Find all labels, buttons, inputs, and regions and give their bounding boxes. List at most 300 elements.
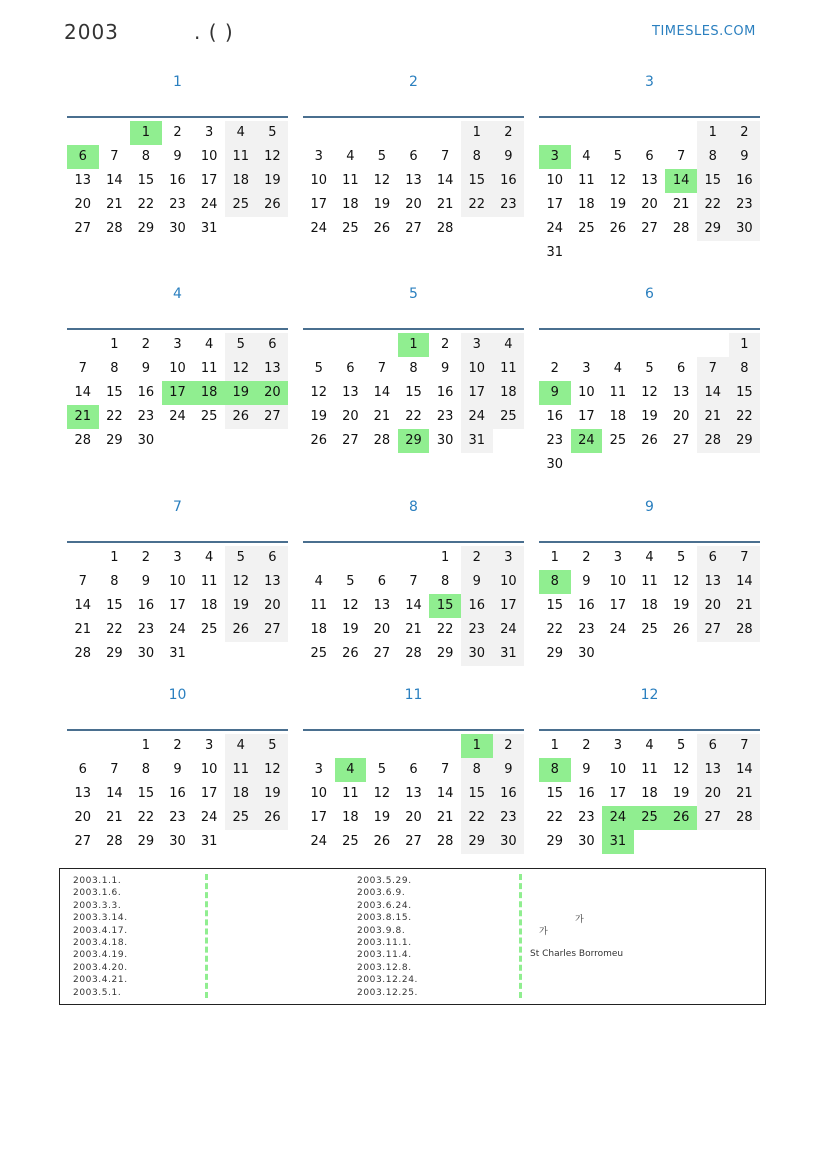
day-cell: 9	[582, 574, 591, 589]
day-cell: 2	[550, 361, 559, 376]
day-cell: 13	[257, 570, 289, 594]
day-cell: 4	[225, 121, 257, 145]
day-cell: 18	[609, 409, 627, 424]
day-cell: 24	[310, 221, 328, 236]
holiday-day-cell: 20	[257, 381, 289, 405]
day-cell: 2	[461, 546, 493, 570]
day-cell: 9	[173, 762, 182, 777]
day-cell: 12	[609, 173, 627, 188]
day-cell: 17	[609, 786, 627, 801]
day-cell: 12	[373, 786, 391, 801]
day-cell: 8	[141, 762, 151, 777]
day-cell: 10	[200, 762, 218, 777]
legend-divider-2	[519, 874, 525, 998]
day-cell: 3	[173, 337, 182, 352]
day-cell: 11	[310, 598, 328, 613]
day-cell: 26	[641, 433, 658, 448]
day-cell: 19	[342, 622, 359, 637]
month-title: 4	[173, 286, 182, 302]
day-cell: 9	[141, 574, 151, 589]
day-cell: 10	[310, 173, 328, 188]
day-cell: 13	[641, 173, 658, 188]
day-cell: 1	[110, 337, 119, 352]
day-cell: 22	[546, 810, 564, 825]
day-cell: 6	[78, 762, 87, 777]
day-cell: 28	[436, 834, 454, 849]
day-cell: 30	[578, 834, 595, 849]
day-cell: 29	[106, 433, 123, 448]
day-cell: 31	[493, 642, 525, 666]
day-cell: 5	[677, 738, 686, 753]
day-cell: 27	[641, 221, 658, 236]
day-cell: 15	[137, 173, 155, 188]
legend-note-3: St Charles Borromeu	[530, 949, 624, 959]
day-cell: 25	[200, 622, 218, 637]
month-grid	[67, 729, 288, 849]
day-cell: 6	[677, 361, 686, 376]
legend-date: 2003.4.21.	[73, 975, 128, 986]
day-cell: 20	[405, 197, 422, 212]
day-cell: 3	[613, 738, 623, 753]
day-cell: 18	[225, 169, 257, 193]
day-cell: 12	[672, 574, 690, 589]
day-cell: 17	[546, 197, 564, 212]
day-cell: 18	[310, 622, 328, 637]
day-cell: 21	[436, 197, 454, 212]
day-cell: 4	[205, 550, 214, 565]
day-cell: 14	[106, 786, 123, 801]
day-cell: 7	[729, 546, 761, 570]
day-cell: 21	[106, 810, 123, 825]
month-grid	[539, 116, 760, 260]
day-cell: 5	[257, 121, 289, 145]
site-logo[interactable]: TIMESLES.COM	[652, 24, 756, 39]
day-cell: 10	[578, 385, 595, 400]
day-cell: 3	[205, 738, 214, 753]
holiday-day-cell: 25	[634, 806, 666, 830]
day-cell: 13	[373, 598, 391, 613]
holiday-legend	[59, 868, 766, 1005]
day-cell: 6	[645, 149, 654, 164]
day-cell: 25	[609, 433, 627, 448]
holiday-day-cell: 1	[130, 121, 162, 145]
month-grid	[539, 541, 760, 661]
day-cell: 16	[493, 782, 525, 806]
day-cell: 22	[436, 622, 454, 637]
day-cell: 4	[582, 149, 591, 164]
legend-date: 2003.12.25.	[357, 987, 418, 998]
day-cell: 3	[461, 333, 493, 357]
day-cell: 1	[550, 738, 559, 753]
day-cell: 20	[74, 197, 92, 212]
legend-note-1: 가	[575, 915, 584, 925]
day-cell: 14	[436, 173, 454, 188]
day-cell: 19	[257, 169, 289, 193]
day-cell: 18	[641, 786, 658, 801]
day-cell: 12	[257, 145, 289, 169]
day-cell: 30	[137, 433, 155, 448]
day-cell: 19	[257, 782, 289, 806]
day-cell: 26	[257, 193, 289, 217]
day-cell: 15	[106, 385, 123, 400]
day-cell: 14	[729, 758, 761, 782]
day-cell: 10	[546, 173, 564, 188]
day-cell: 11	[578, 173, 595, 188]
legend-column-1	[73, 875, 128, 999]
day-cell: 5	[645, 361, 654, 376]
day-cell: 14	[405, 598, 422, 613]
day-cell: 27	[697, 806, 729, 830]
day-cell: 26	[310, 433, 328, 448]
holiday-day-cell: 1	[461, 734, 493, 758]
day-cell: 27	[74, 221, 92, 236]
day-cell: 26	[672, 622, 690, 637]
day-cell: 13	[257, 357, 289, 381]
day-cell: 12	[310, 385, 328, 400]
day-cell: 21	[729, 782, 761, 806]
day-cell: 28	[405, 646, 422, 661]
day-cell: 24	[169, 409, 186, 424]
day-cell: 19	[609, 197, 627, 212]
day-cell: 11	[225, 758, 257, 782]
holiday-day-cell: 18	[193, 381, 225, 405]
day-cell: 7	[441, 149, 450, 164]
day-cell: 25	[641, 622, 658, 637]
legend-date: 2003.4.19.	[73, 950, 128, 961]
day-cell: 8	[441, 574, 450, 589]
day-cell: 3	[173, 550, 182, 565]
month-title: 11	[404, 687, 423, 703]
day-cell: 9	[441, 361, 450, 376]
day-cell: 29	[729, 429, 761, 453]
legend-note-2: 가	[539, 927, 548, 937]
day-cell: 15	[461, 169, 493, 193]
day-cell: 17	[200, 786, 218, 801]
day-cell: 13	[672, 385, 690, 400]
legend-column-2	[357, 875, 418, 999]
day-cell: 14	[74, 598, 92, 613]
legend-date: 2003.4.20.	[73, 962, 128, 973]
day-cell: 6	[697, 734, 729, 758]
day-cell: 2	[441, 337, 450, 352]
day-cell: 10	[493, 570, 525, 594]
day-cell: 29	[106, 646, 123, 661]
day-cell: 12	[373, 173, 391, 188]
day-cell: 7	[78, 361, 87, 376]
day-cell: 23	[729, 193, 761, 217]
day-cell: 25	[225, 193, 257, 217]
day-cell: 8	[409, 361, 418, 376]
day-cell: 2	[141, 550, 151, 565]
day-cell: 7	[441, 762, 450, 777]
day-cell: 17	[461, 381, 493, 405]
day-cell: 9	[173, 149, 182, 164]
day-cell: 16	[578, 598, 595, 613]
legend-date: 2003.11.1.	[357, 938, 412, 949]
day-cell: 25	[200, 409, 218, 424]
day-cell: 17	[310, 197, 328, 212]
day-cell: 19	[310, 409, 328, 424]
day-cell: 22	[461, 193, 493, 217]
day-cell: 3	[613, 550, 623, 565]
day-cell: 9	[493, 758, 525, 782]
day-cell: 29	[461, 830, 493, 854]
day-cell: 7	[110, 762, 119, 777]
day-cell: 19	[373, 197, 391, 212]
day-cell: 23	[137, 622, 155, 637]
day-cell: 5	[314, 361, 323, 376]
day-cell: 23	[169, 810, 186, 825]
day-cell: 7	[78, 574, 87, 589]
day-cell: 3	[314, 149, 323, 164]
day-cell: 22	[106, 409, 123, 424]
holiday-day-cell: 26	[665, 806, 697, 830]
day-cell: 28	[106, 221, 123, 236]
day-cell: 16	[461, 594, 493, 618]
holiday-day-cell: 21	[67, 405, 99, 429]
day-cell: 16	[436, 385, 454, 400]
day-cell: 27	[672, 433, 690, 448]
day-cell: 30	[546, 457, 564, 472]
day-cell: 16	[729, 169, 761, 193]
day-cell: 6	[697, 546, 729, 570]
day-cell: 23	[436, 409, 454, 424]
day-cell: 1	[697, 121, 729, 145]
day-cell: 12	[672, 762, 690, 777]
day-cell: 20	[697, 594, 729, 618]
legend-date: 2003.1.6.	[73, 888, 122, 899]
day-cell: 27	[257, 405, 289, 429]
day-cell: 2	[173, 125, 182, 140]
day-cell: 29	[697, 217, 729, 241]
day-cell: 2	[141, 337, 151, 352]
day-cell: 6	[409, 149, 418, 164]
day-cell: 30	[493, 830, 525, 854]
day-cell: 28	[697, 429, 729, 453]
day-cell: 10	[609, 762, 627, 777]
day-cell: 5	[225, 333, 257, 357]
day-cell: 25	[342, 221, 359, 236]
day-cell: 17	[578, 409, 595, 424]
day-cell: 22	[546, 622, 564, 637]
day-cell: 23	[137, 409, 155, 424]
legend-date: 2003.6.24.	[357, 900, 412, 911]
month-title: 10	[168, 687, 187, 703]
day-cell: 9	[582, 762, 591, 777]
day-cell: 17	[169, 598, 186, 613]
day-cell: 7	[110, 149, 119, 164]
month-title: 5	[409, 286, 418, 302]
day-cell: 10	[609, 574, 627, 589]
day-cell: 15	[106, 598, 123, 613]
day-cell: 21	[106, 197, 123, 212]
day-cell: 28	[106, 834, 123, 849]
legend-date: 2003.4.17.	[73, 925, 128, 936]
day-cell: 7	[697, 357, 729, 381]
day-cell: 3	[582, 361, 591, 376]
day-cell: 31	[200, 834, 218, 849]
day-cell: 30	[169, 834, 186, 849]
day-cell: 24	[200, 810, 218, 825]
day-cell: 17	[493, 594, 525, 618]
day-cell: 19	[641, 409, 658, 424]
day-cell: 23	[461, 618, 493, 642]
day-cell: 11	[225, 145, 257, 169]
day-cell: 4	[645, 550, 654, 565]
month-title: 7	[173, 499, 182, 515]
day-cell: 20	[74, 810, 92, 825]
month-title: 8	[409, 499, 418, 515]
day-cell: 26	[609, 221, 627, 236]
day-cell: 24	[493, 618, 525, 642]
holiday-day-cell: 15	[429, 594, 461, 618]
day-cell: 2	[173, 738, 182, 753]
day-cell: 26	[373, 221, 391, 236]
day-cell: 22	[106, 622, 123, 637]
day-cell: 18	[578, 197, 595, 212]
holiday-day-cell: 3	[539, 145, 571, 169]
day-cell: 21	[74, 622, 92, 637]
month-grid	[67, 541, 288, 661]
day-cell: 11	[200, 574, 218, 589]
day-cell: 16	[137, 385, 155, 400]
day-cell: 16	[578, 786, 595, 801]
day-cell: 17	[200, 173, 218, 188]
day-cell: 10	[461, 357, 493, 381]
day-cell: 10	[200, 149, 218, 164]
legend-date: 2003.5.29.	[357, 876, 412, 886]
day-cell: 25	[342, 834, 359, 849]
day-cell: 15	[697, 169, 729, 193]
day-cell: 6	[377, 574, 387, 589]
holiday-day-cell: 8	[539, 758, 571, 782]
day-cell: 11	[609, 385, 627, 400]
day-cell: 13	[697, 758, 729, 782]
day-cell: 20	[342, 409, 359, 424]
month-grid	[539, 328, 760, 472]
day-cell: 11	[342, 173, 359, 188]
day-cell: 18	[225, 782, 257, 806]
day-cell: 12	[342, 598, 359, 613]
day-cell: 24	[310, 834, 328, 849]
day-cell: 14	[373, 385, 391, 400]
day-cell: 11	[641, 574, 658, 589]
day-cell: 13	[697, 570, 729, 594]
month-grid	[67, 328, 288, 448]
day-cell: 6	[409, 762, 418, 777]
day-cell: 8	[697, 145, 729, 169]
day-cell: 3	[314, 762, 323, 777]
legend-date: 2003.9.8.	[357, 925, 406, 936]
day-cell: 28	[729, 618, 761, 642]
day-cell: 24	[461, 405, 493, 429]
legend-date: 2003.6.9.	[357, 888, 406, 899]
day-cell: 9	[729, 145, 761, 169]
day-cell: 2	[493, 734, 525, 758]
day-cell: 19	[373, 810, 391, 825]
day-cell: 22	[729, 405, 761, 429]
day-cell: 31	[546, 245, 564, 260]
day-cell: 2	[729, 121, 761, 145]
day-cell: 29	[137, 834, 155, 849]
day-cell: 7	[729, 734, 761, 758]
day-cell: 30	[436, 433, 454, 448]
day-cell: 27	[74, 834, 92, 849]
holiday-day-cell: 9	[539, 381, 571, 405]
day-cell: 16	[137, 598, 155, 613]
day-cell: 18	[641, 598, 658, 613]
day-cell: 5	[377, 149, 387, 164]
day-cell: 22	[697, 193, 729, 217]
day-cell: 8	[110, 574, 119, 589]
day-cell: 13	[74, 173, 92, 188]
day-cell: 20	[405, 810, 422, 825]
month-title: 1	[173, 74, 182, 90]
day-cell: 23	[493, 193, 525, 217]
day-cell: 8	[461, 758, 493, 782]
day-cell: 16	[169, 786, 186, 801]
day-cell: 20	[641, 197, 658, 212]
day-cell: 8	[461, 145, 493, 169]
day-cell: 26	[257, 806, 289, 830]
day-cell: 7	[677, 149, 686, 164]
day-cell: 16	[546, 409, 564, 424]
day-cell: 21	[697, 405, 729, 429]
day-cell: 24	[609, 622, 627, 637]
day-cell: 9	[461, 570, 493, 594]
day-cell: 26	[225, 405, 257, 429]
day-cell: 25	[225, 806, 257, 830]
day-cell: 29	[546, 834, 564, 849]
day-cell: 27	[257, 618, 289, 642]
day-cell: 28	[436, 221, 454, 236]
day-cell: 24	[169, 622, 186, 637]
day-cell: 22	[405, 409, 422, 424]
day-cell: 5	[677, 550, 686, 565]
day-cell: 17	[609, 598, 627, 613]
day-cell: 15	[405, 385, 422, 400]
day-cell: 20	[373, 622, 391, 637]
holiday-day-cell: 17	[162, 381, 194, 405]
day-cell: 31	[169, 646, 186, 661]
day-cell: 18	[342, 197, 359, 212]
day-cell: 11	[493, 357, 525, 381]
day-cell: 22	[461, 806, 493, 830]
day-cell: 16	[169, 173, 186, 188]
holiday-day-cell: 14	[665, 169, 697, 193]
day-cell: 28	[729, 806, 761, 830]
day-cell: 24	[546, 221, 564, 236]
day-cell: 25	[493, 405, 525, 429]
day-cell: 5	[346, 574, 355, 589]
day-cell: 8	[141, 149, 151, 164]
day-cell: 18	[200, 598, 218, 613]
day-cell: 26	[373, 834, 391, 849]
day-cell: 4	[346, 149, 355, 164]
legend-date: 2003.12.24.	[357, 975, 418, 986]
day-cell: 5	[613, 149, 623, 164]
day-cell: 4	[645, 738, 654, 753]
day-cell: 1	[729, 333, 761, 357]
day-cell: 2	[582, 550, 591, 565]
day-cell: 10	[169, 574, 186, 589]
day-cell: 15	[546, 598, 564, 613]
month-grid	[303, 116, 524, 236]
day-cell: 5	[257, 734, 289, 758]
day-cell: 2	[493, 121, 525, 145]
legend-date: 2003.1.1.	[73, 876, 122, 886]
legend-date: 2003.11.4.	[357, 950, 412, 961]
